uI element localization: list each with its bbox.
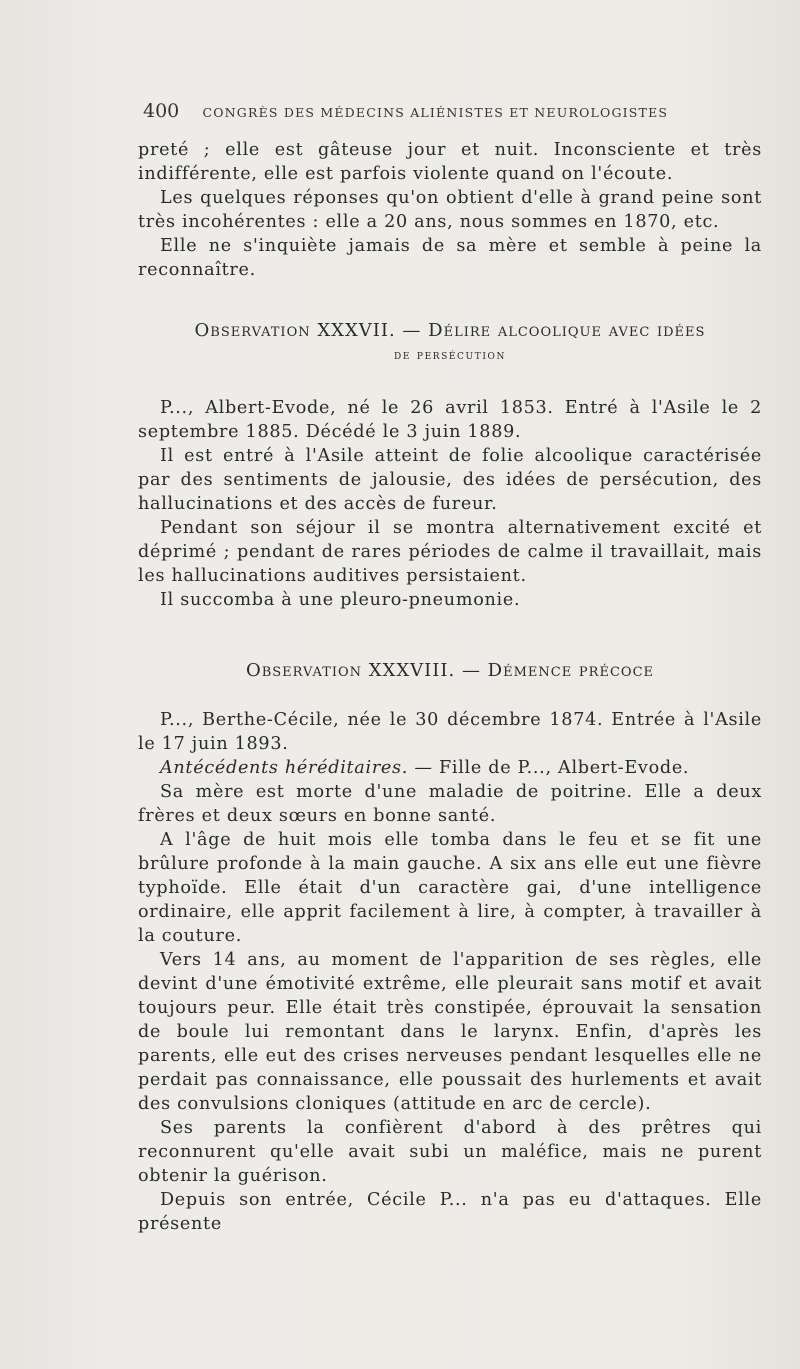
paragraph: P..., Berthe-Cécile, née le 30 décembre 1874. Entrée à l'Asile le 17 juin 1893. [138, 710, 762, 754]
paragraph: Vers 14 ans, au moment de l'apparition de ses règles, elle devint d'une émotivité extrême, elle pleurait sans motif et avait toujours peur. Elle était très constipée, éprouvait la sensation de boule lui remontant dans le larynx. Enfin, d'après les parents, elle eut des crises nerveuses pendant lesquelles elle ne perdait pas connaissance, elle poussait des hurlements et avait des convulsions cloniques (attitude en arc de cercle). [138, 950, 762, 1114]
paragraph: Depuis son entrée, Cécile P... n'a pas eu d'attaques. Elle présente [138, 1190, 762, 1234]
antecedents-label: Antécédents héréditaires. [160, 758, 409, 778]
paragraph: A l'âge de huit mois elle tomba dans le feu et se fit une brûlure profonde à la main gauche. A six ans elle eut une fièvre typhoïde. Elle était d'un caractère gai, d'une intelligence ordinaire, elle apprit facilement à lire, à compter, à travailler à la couture. [138, 830, 762, 946]
running-title: CONGRÈS DES MÉDECINS ALIÉNISTES ET NEUROLOGISTES [202, 105, 669, 120]
paragraph: Les quelques réponses qu'on obtient d'elle à grand peine sont très incohérentes : elle a 20 ans, nous sommes en 1870, etc. [138, 188, 762, 232]
observation-38-body [138, 708, 762, 1236]
paragraph: Ses parents la confièrent d'abord à des prêtres qui reconnurent qu'elle avait subi un maléfice, mais ne purent obtenir la guérison. [138, 1118, 762, 1186]
paragraph: Il est entré à l'Asile atteint de folie alcoolique caractérisée par des sentiments de jalousie, des idées de persécution, des hallucinations et des accès de fureur. [138, 446, 762, 514]
paragraph: Elle ne s'inquiète jamais de sa mère et semble à peine la reconnaître. [138, 236, 762, 280]
antecedents-paragraph [138, 756, 762, 780]
paragraph: Pendant son séjour il se montra alternativement excité et déprimé ; pendant de rares périodes de calme il travaillait, mais les hallucinations auditives persistaient. [138, 518, 762, 586]
antecedents-text: — Fille de P..., Albert-Evode. [408, 758, 690, 778]
observation-37-subtitle: de persécution [394, 347, 506, 363]
paragraph: preté ; elle est gâteuse jour et nuit. Inconsciente et très indifférente, elle est parfois violente quand on l'écoute. [138, 140, 762, 184]
observation-37-heading [138, 318, 762, 366]
observation-38-title: Observation XXXVIII. — Démence précoce [245, 660, 655, 681]
observation-38-heading [138, 658, 762, 684]
observation-37-title: Observation XXXVII. — Délire alcoolique avec idées [194, 320, 706, 341]
observation-37-body [138, 396, 762, 612]
paragraph: Sa mère est morte d'une maladie de poitrine. Elle a deux frères et deux sœurs en bonne santé. [138, 782, 762, 826]
paragraph: Il succomba à une pleuro-pneumonie. [160, 590, 521, 610]
page-number: 400 [143, 100, 180, 122]
paragraph: P..., Albert-Evode, né le 26 avril 1853. Entré à l'Asile le 2 septembre 1885. Décédé le 3 juin 1889. [138, 398, 762, 442]
continuation-text [138, 138, 762, 282]
running-header [143, 100, 703, 122]
